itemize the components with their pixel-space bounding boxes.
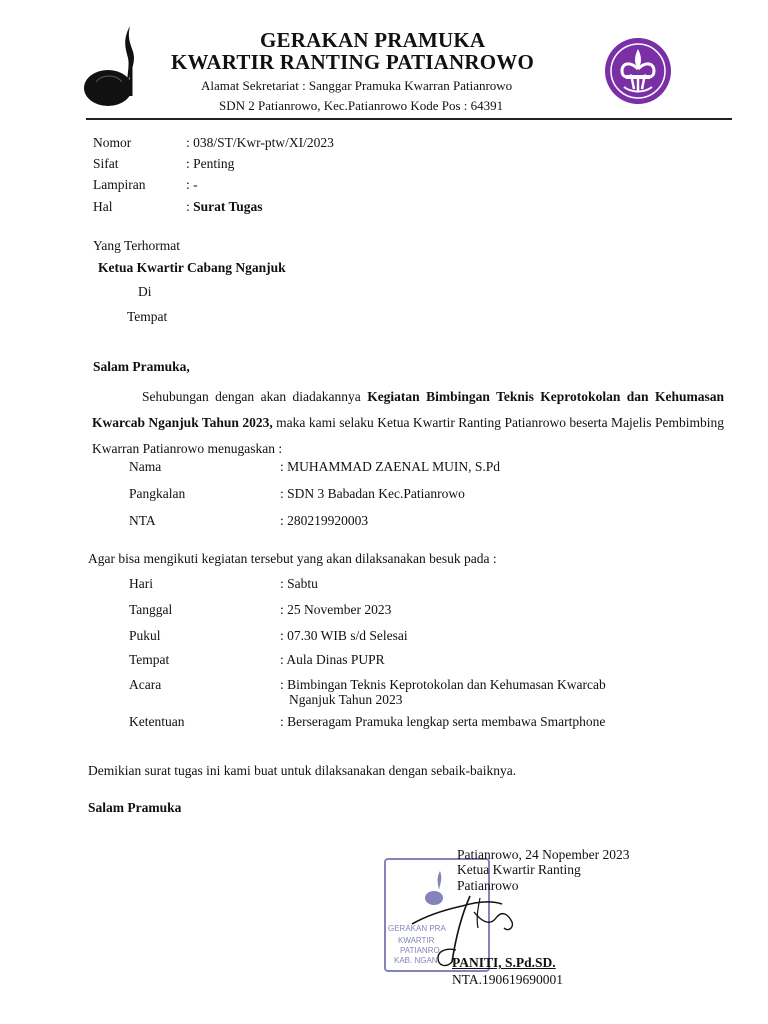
agenda-label: Pukul — [129, 628, 161, 643]
header-title-1: GERAKAN PRAMUKA — [260, 28, 486, 52]
signatory-name: PANITI, S.Pd.SD. — [452, 955, 556, 970]
recipient-greeting: Yang Terhormat — [93, 238, 181, 253]
salam-closing: Salam Pramuka — [88, 800, 182, 815]
header-rule — [86, 118, 732, 120]
person-value: : MUHAMMAD ZAENAL MUIN, S.Pd — [280, 459, 501, 474]
signatory-nta: NTA.190619690001 — [452, 972, 564, 987]
event-name: Kegiatan Bimbingan Teknis Keprotokolan dan Kehumasan Kwarcab Nganjuk Tahun 2023, — [92, 389, 724, 430]
subject-value: Surat Tugas — [193, 199, 263, 214]
stamp-text: KAB. NGAN — [394, 956, 438, 965]
meta-value-prefix: : — [186, 199, 194, 214]
agenda-value: : Berseragam Pramuka lengkap serta membawa Smartphone — [280, 714, 606, 729]
agenda-value-cont: Nganjuk Tahun 2023 — [289, 692, 403, 707]
tunas-kelapa-logo — [82, 24, 152, 110]
meta-value: : - — [186, 177, 198, 192]
signature-role-place: Patianrowo — [457, 878, 519, 893]
person-label: NTA — [129, 513, 156, 528]
agenda-label: Ketentuan — [129, 714, 185, 729]
recipient-place: Tempat — [127, 309, 168, 324]
stamp-text: PATIANRO — [400, 946, 440, 955]
recipient-name: Ketua Kwartir Cabang Nganjuk — [98, 260, 286, 275]
agenda-label: Acara — [129, 677, 162, 692]
agenda-value: : Aula Dinas PUPR — [280, 652, 385, 667]
meta-value — [186, 199, 263, 215]
meta-label: Lampiran — [93, 177, 146, 192]
agenda-value: : Sabtu — [280, 576, 318, 591]
stamp-text: GERAKAN PRA — [388, 924, 446, 933]
stamp-text: KWARTIR — [398, 936, 435, 945]
meta-label: Sifat — [93, 156, 119, 171]
meta-value: : Penting — [186, 156, 235, 171]
signature-role: Ketua Kwartir Ranting — [457, 862, 581, 877]
signature-place-date: Patianrowo, 24 Nopember 2023 — [457, 847, 630, 862]
intro-paragraph — [92, 384, 724, 462]
meta-label: Hal — [93, 199, 113, 214]
scout-emblem — [604, 37, 672, 105]
intro-text: Sehubungan dengan akan diadakannya — [142, 389, 368, 404]
header-address-2: SDN 2 Patianrowo, Kec.Patianrowo Kode Pos : 64391 — [219, 98, 504, 113]
agenda-value: : 25 November 2023 — [280, 602, 392, 617]
agenda-label: Tanggal — [129, 602, 173, 617]
recipient-di: Di — [138, 284, 152, 299]
person-label: Pangkalan — [129, 486, 186, 501]
salam-opening: Salam Pramuka, — [93, 359, 190, 374]
header-address-1: Alamat Sekretariat : Sanggar Pramuka Kwarran Patianrowo — [201, 78, 513, 93]
agenda-value: : 07.30 WIB s/d Selesai — [280, 628, 408, 643]
person-label: Nama — [129, 459, 162, 474]
agenda-label: Hari — [129, 576, 153, 591]
meta-value: : 038/ST/Kwr-ptw/XI/2023 — [186, 135, 334, 150]
meta-label: Nomor — [93, 135, 132, 150]
person-value: : 280219920003 — [280, 513, 369, 528]
header-title-2: KWARTIR RANTING PATIANROWO — [171, 50, 535, 74]
agenda-intro: Agar bisa mengikuti kegiatan tersebut yang akan dilaksanakan besuk pada : — [88, 551, 497, 566]
person-value: : SDN 3 Babadan Kec.Patianrowo — [280, 486, 465, 501]
closing-sentence: Demikian surat tugas ini kami buat untuk dilaksanakan dengan sebaik-baiknya. — [88, 763, 517, 778]
intro-text-rest: maka kami selaku Ketua Kwartir Ranting Patianrowo beserta Majelis Pembimbing Kwarran Patianrowo menugaskan : — [92, 415, 724, 456]
agenda-value: : Bimbingan Teknis Keprotokolan dan Kehumasan Kwarcab — [280, 677, 606, 692]
agenda-label: Tempat — [129, 652, 170, 667]
